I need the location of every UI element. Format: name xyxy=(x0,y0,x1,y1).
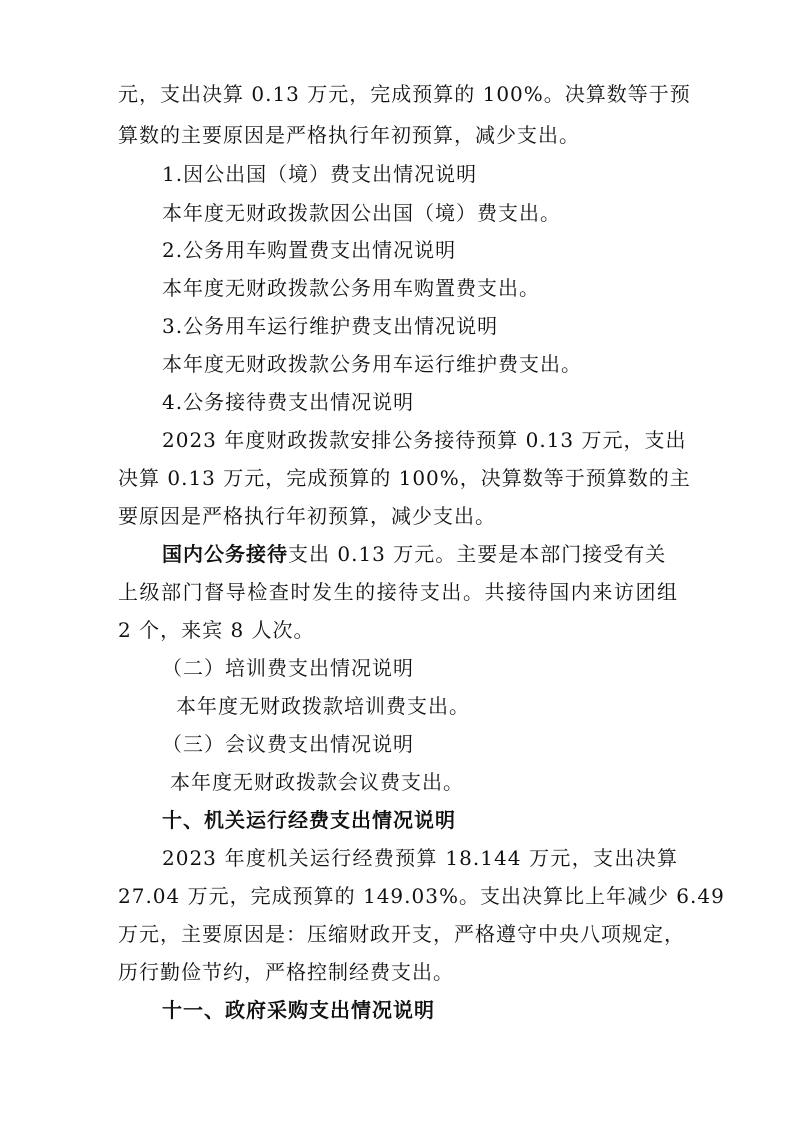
paragraph-line: 万元，主要原因是：压缩财政开支，严格遵守中央八项规定， xyxy=(118,922,685,946)
paragraph-line: 本年度无财政拨款会议费支出。 xyxy=(170,770,464,794)
subsection-heading: 1.因公出国（境）费支出情况说明 xyxy=(162,162,478,186)
paragraph-line: 本年度无财政拨款公务用车运行维护费支出。 xyxy=(162,352,582,376)
paragraph-line: 历行勤俭节约，严格控制经费支出。 xyxy=(118,960,454,984)
domestic-reception-label: 国内公务接待 xyxy=(162,542,288,566)
paragraph-line: 上级部门督导检查时发生的接待支出。共接待国内来访团组 xyxy=(118,580,678,604)
paragraph-line: 本年度无财政拨款因公出国（境）费支出。 xyxy=(162,201,561,225)
paragraph-line: 本年度无财政拨款培训费支出。 xyxy=(176,694,470,718)
paragraph-line: 元，支出决算 0.13 万元，完成预算的 100%。决算数等于预 xyxy=(118,82,691,106)
paragraph-line: 2023 年度机关运行经费预算 18.144 万元，支出决算 xyxy=(162,846,678,870)
paragraph-line: 决算 0.13 万元，完成预算的 100%，决算数等于预算数的主 xyxy=(118,466,691,490)
chapter-heading: 十、机关运行经费支出情况说明 xyxy=(162,808,456,832)
paragraph-line: 要原因是严格执行年初预算，减少支出。 xyxy=(118,504,496,528)
paragraph-line: 2023 年度财政拨款安排公务接待预算 0.13 万元，支出 xyxy=(162,428,687,452)
subsection-heading: 4.公务接待费支出情况说明 xyxy=(162,390,415,414)
section-heading: （二）培训费支出情况说明 xyxy=(162,656,414,680)
domestic-reception-text: 支出 0.13 万元。主要是本部门接受有关 xyxy=(288,542,667,566)
subsection-heading: 3.公务用车运行维护费支出情况说明 xyxy=(162,314,499,338)
paragraph-line: 27.04 万元，完成预算的 149.03%。支出决算比上年减少 6.49 xyxy=(118,884,725,908)
section-heading: （三）会议费支出情况说明 xyxy=(162,732,414,756)
paragraph-line: 2 个，来宾 8 人次。 xyxy=(118,618,315,642)
chapter-heading: 十一、政府采购支出情况说明 xyxy=(162,998,435,1022)
paragraph-line: 本年度无财政拨款公务用车购置费支出。 xyxy=(162,276,540,300)
paragraph-line: 算数的主要原因是严格执行年初预算，减少支出。 xyxy=(118,123,580,147)
domestic-reception-line xyxy=(162,540,678,568)
subsection-heading: 2.公务用车购置费支出情况说明 xyxy=(162,238,457,262)
